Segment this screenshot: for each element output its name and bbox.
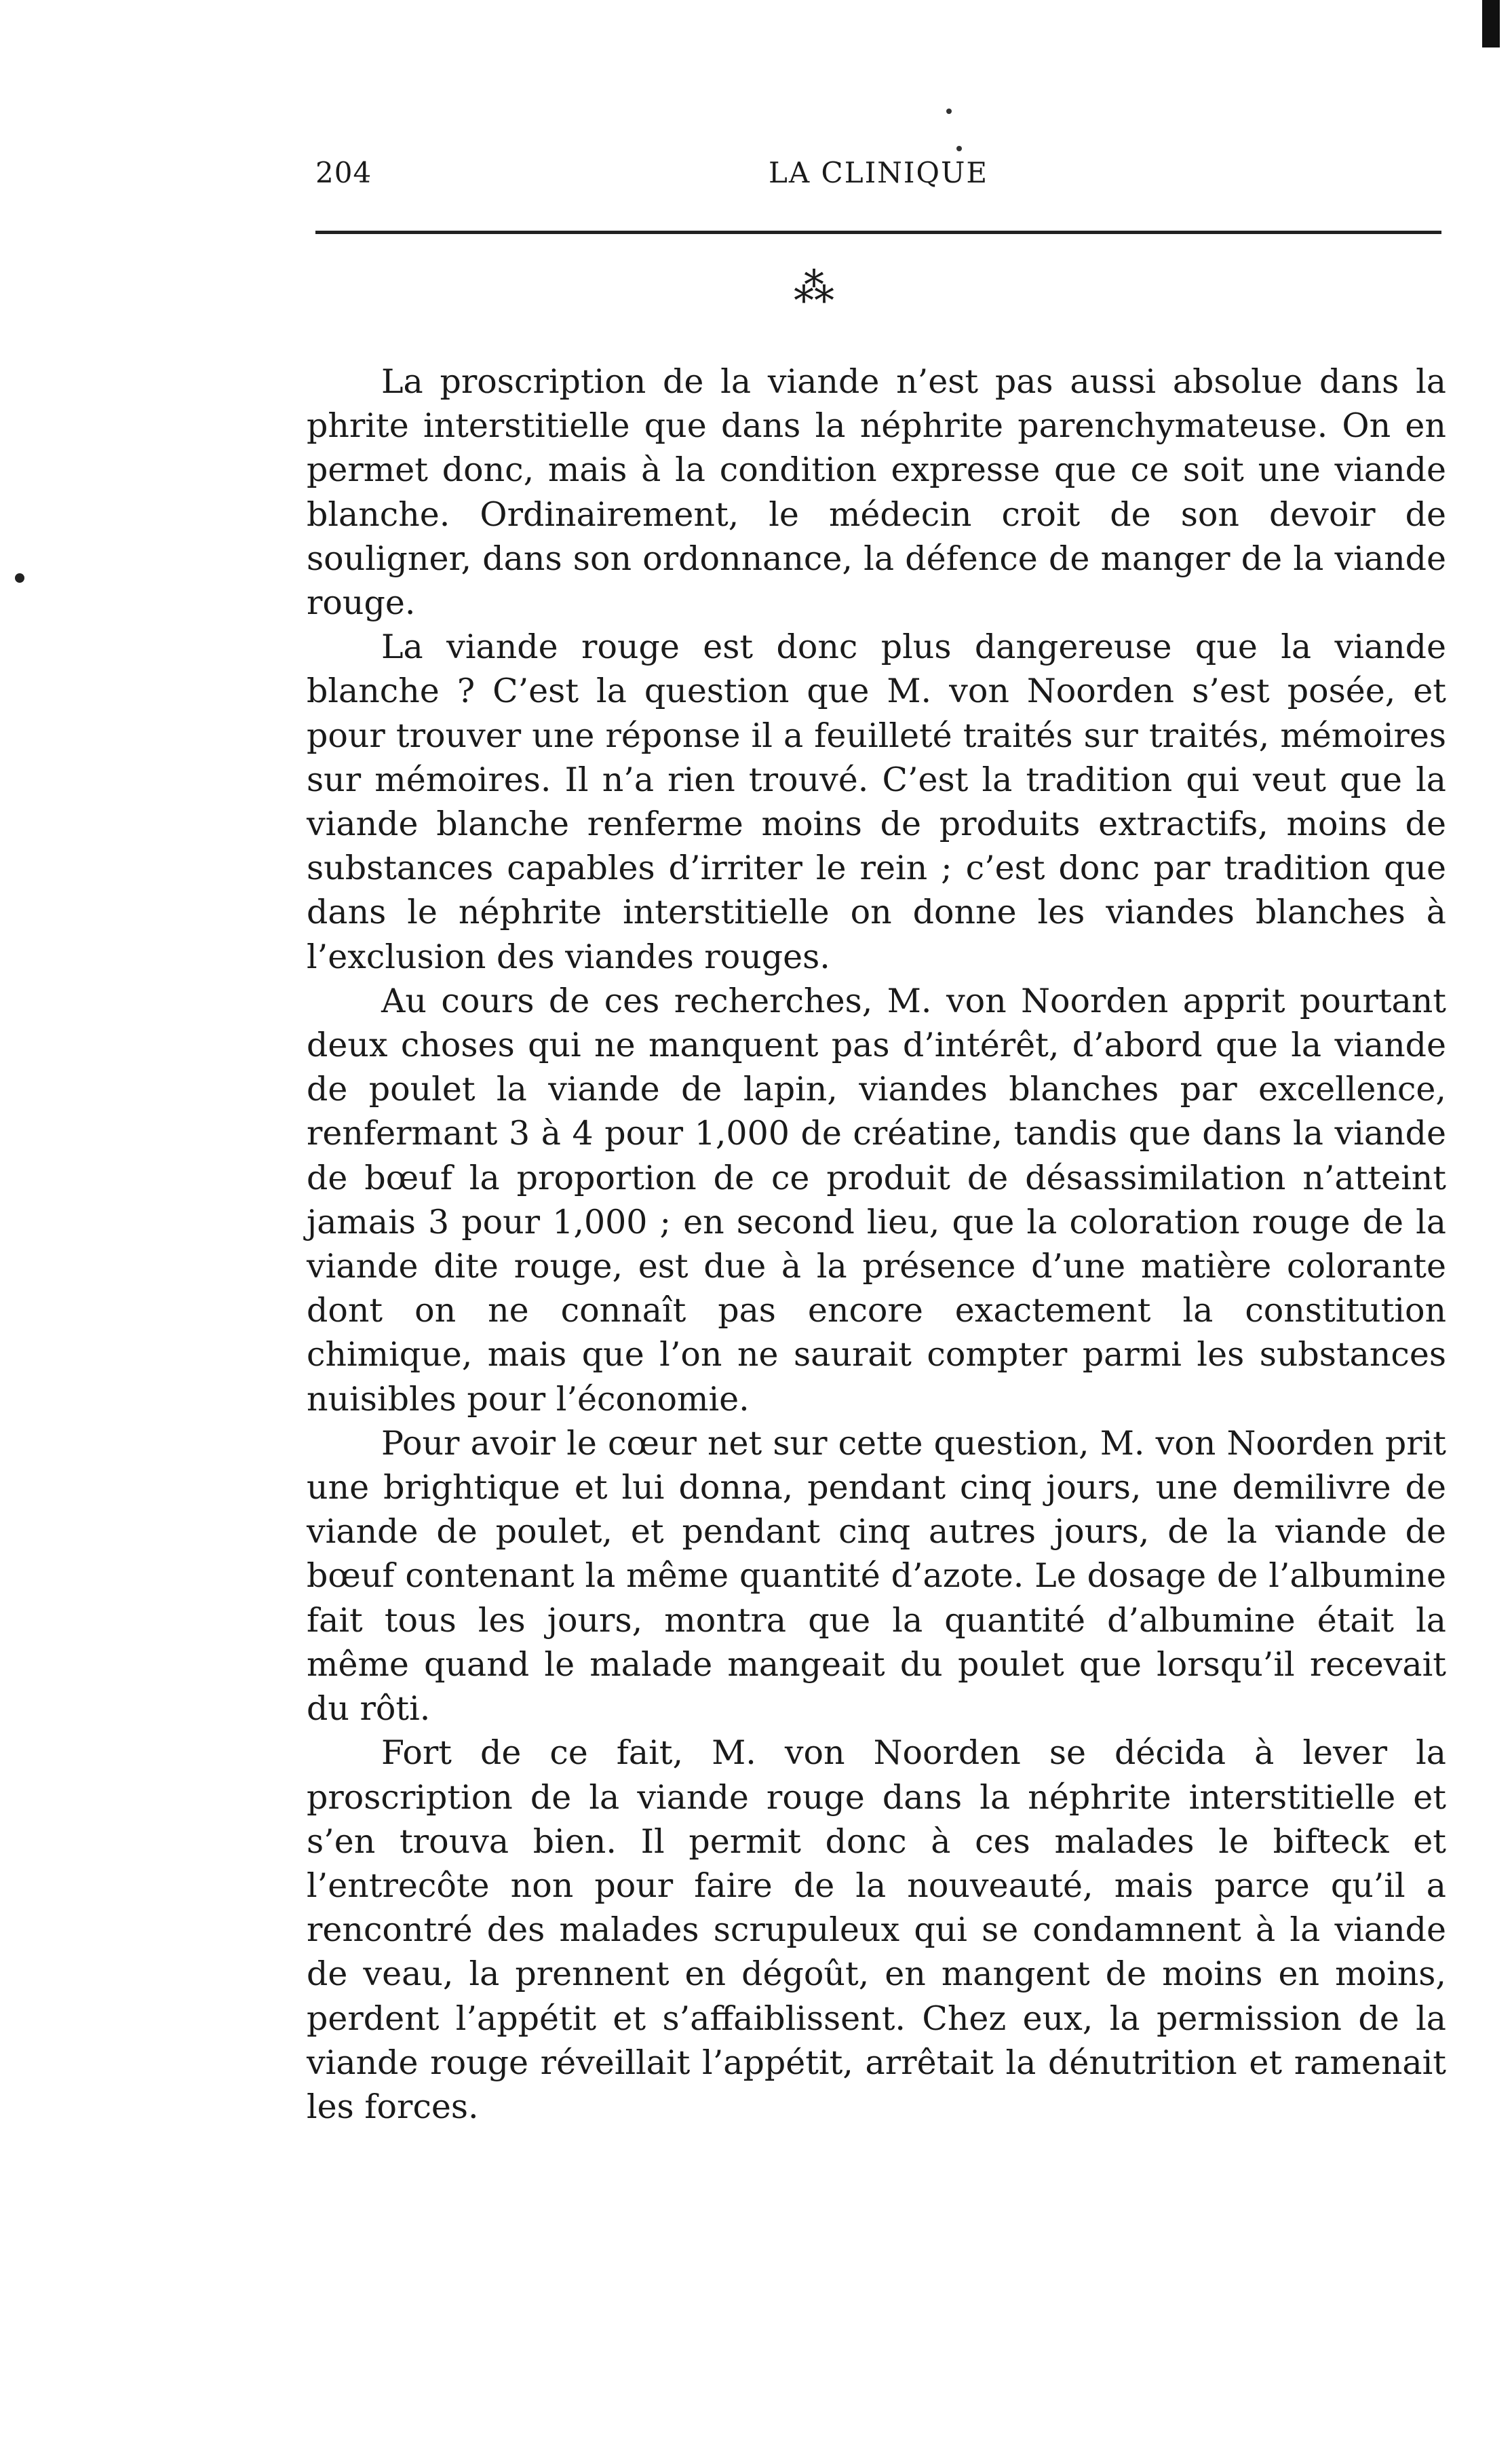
scan-corner-mark bbox=[1482, 0, 1500, 47]
page-header bbox=[315, 156, 1441, 204]
scan-speck bbox=[946, 109, 952, 114]
running-title: LA CLINIQUE bbox=[768, 156, 989, 189]
paragraph: La viande rouge est donc plus dangereuse que la viande blanche ? C’est la question que M. von Noorden s’est posée, et pour trouver une réponse il a feuilleté traités sur traités, mémoires sur mémoires. Il n’a rien trouvé. C’est la tradition qui veut que la viande blanche renferme moins de produits extractifs, moins de substances capables d’irriter le rein ; c’est donc par tradition que dans le néphrite interstitielle on donne les viandes blanches à l’exclusion des viandes rouges. bbox=[307, 628, 1446, 976]
header-rule bbox=[315, 231, 1441, 234]
asterism-divider: ⁂ bbox=[794, 265, 834, 312]
scan-speck bbox=[956, 146, 962, 151]
paragraph: La proscription de la viande n’est pas aussi absolue dans la phrite interstitielle que dans la néphrite parenchymateuse. On en permet donc, mais à la condition expresse que ce soit une viande blanche. Ordinairement, le médecin croit de son devoir de souligner, dans son ordonnance, la défence de manger de la viande rouge. bbox=[307, 362, 1446, 623]
page-number: 204 bbox=[315, 156, 372, 189]
paragraph: Au cours de ces recherches, M. von Noorden apprit pourtant deux choses qui ne manquent pas d’intérêt, d’abord que la viande de poulet la viande de lapin, viandes blanches par excellence, renfermant 3 à 4 pour 1,000 de créatine, tandis que dans la viande de bœuf la proportion de ce produit de désassimilation n’atteint jamais 3 pour 1,000 ; en second lieu, que la coloration rouge de la viande dite rouge, est due à la présence d’une matière colorante dont on ne connaît pas encore exactement la constitution chimique, mais que l’on ne saurait compter parmi les substances nuisibles pour l’économie. bbox=[307, 981, 1446, 1419]
margin-dot bbox=[15, 573, 24, 583]
paragraph: Pour avoir le cœur net sur cette question, M. von Noorden prit une brightique et lui donna, pendant cinq jours, une demilivre de viande de poulet, et pendant cinq autres jours, de la viande de bœuf contenant la même quantité d’azote. Le dosage de l’albumine fait tous les jours, montra que la quantité d’albumine était la même quand le malade mangeait du poulet que lorsqu’il recevait du rôti. bbox=[307, 1423, 1446, 1729]
paragraph: Fort de ce fait, M. von Noorden se décida à lever la proscription de la viande rouge dans la néphrite interstitielle et s’en trouva bien. Il permit donc à ces malades le bifteck et l’entrecôte non pour faire de la nouveauté, mais parce qu’il a rencontré des malades scrupuleux qui se condamnent à la viande de veau, la prennent en dégoût, en mangent de moins en moins, perdent l’appétit et s’affaiblissent. Chez eux, la permission de la viande rouge réveillait l’appétit, arrêtait la dénutrition et ramenait les forces. bbox=[307, 1733, 1446, 2126]
body-text bbox=[307, 360, 1446, 2129]
